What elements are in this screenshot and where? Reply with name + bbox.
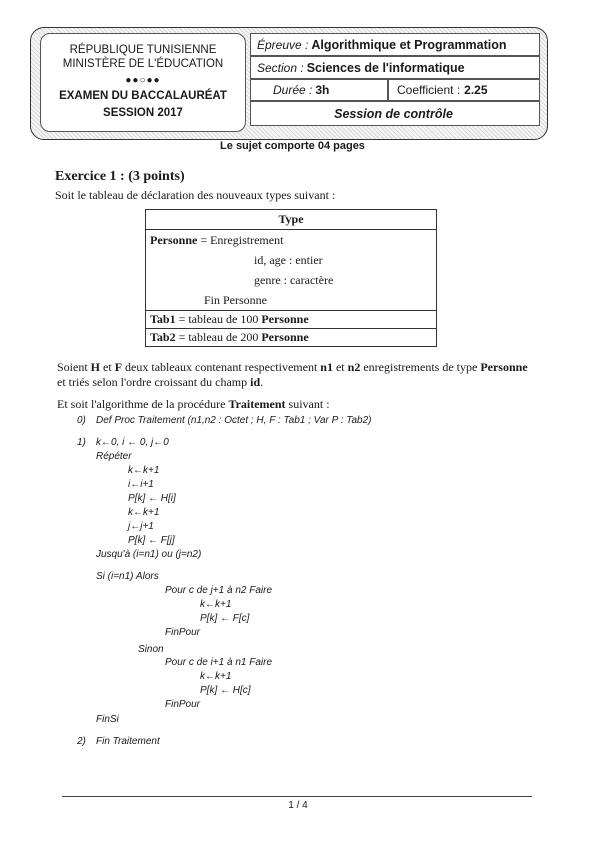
section-label: Section : <box>257 60 304 75</box>
decl-field-genre: genre : caractère <box>254 273 334 287</box>
decl-tab1 <box>146 312 436 327</box>
page-number: 1 / 4 <box>288 800 308 811</box>
section-row <box>250 56 540 79</box>
paragraph-algo-intro: Et soit l'algorithme de la procédure Traitement suivant : <box>57 397 330 411</box>
algo-line: Pour c de j+1 à n2 Faire <box>165 585 273 596</box>
duree-value: 3h <box>315 83 330 97</box>
algo-line: FinPour <box>165 627 201 638</box>
algo-line: k←k+1 <box>128 465 160 476</box>
decl-personne-rest: = Enregistrement <box>197 233 284 247</box>
algo-line: j←j+1 <box>128 521 154 532</box>
algo-line: P[k] ← F[j] <box>128 535 175 546</box>
session-value: Session de contrôle <box>334 106 453 121</box>
epreuve-value: Algorithmique et Programmation <box>311 37 507 52</box>
republic-label: RÉPUBLIQUE TUNISIENNE <box>69 44 217 56</box>
algo-num-0: 0) <box>77 415 86 426</box>
decl-tab2 <box>146 330 436 345</box>
epreuve-row <box>250 33 540 56</box>
epreuve-label: Épreuve : <box>257 37 309 52</box>
tab2-rest: = tableau de 200 <box>175 330 262 344</box>
algo-line: k←k+1 <box>200 671 232 682</box>
algo-line: Répéter <box>96 451 132 462</box>
exam-label: EXAMEN DU BACCALAURÉAT <box>59 90 227 102</box>
decl-field-id-age: id, age : entier <box>254 253 323 267</box>
header-info-box <box>250 33 540 132</box>
paragraph-arrays: Soient H et F deux tableaux contenant respectivement n1 et n2 enregistrements de type Personne <box>57 360 528 374</box>
exercise-intro: Soit le tableau de déclaration des nouveaux types suivant : <box>55 188 336 202</box>
algo-line: Def Proc Traitement (n1,n2 : Octet ; H, F : Tab1 ; Var P : Tab2) <box>96 415 372 426</box>
header-ministry-box <box>40 33 246 132</box>
tab2-type: Personne <box>261 330 309 344</box>
coef-row <box>388 79 540 101</box>
algo-line: k←k+1 <box>128 507 160 518</box>
tab1-type: Personne <box>261 312 309 326</box>
dots-ornament: ●●○●● <box>125 75 161 86</box>
session-year: SESSION 2017 <box>103 107 183 119</box>
tab2-name: Tab2 <box>150 330 176 344</box>
ministry-label: MINISTÈRE DE L'ÉDUCATION <box>62 58 224 70</box>
decl-fin-personne: Fin Personne <box>204 293 267 307</box>
algo-line: Pour c de i+1 à n1 Faire <box>165 657 273 668</box>
algo-line: P[k] ← H[c] <box>200 685 251 696</box>
duree-row <box>250 79 388 101</box>
type-declaration-table <box>145 209 437 347</box>
tab1-rest: = tableau de 100 <box>175 312 262 326</box>
algo-line: Fin Traitement <box>96 736 160 747</box>
duree-label: Durée : <box>273 83 313 97</box>
algo-line: k←0, i ← 0, j←0 <box>96 437 169 448</box>
coef-value: 2.25 <box>464 83 488 97</box>
exercise-title: Exercice 1 : (3 points) <box>55 169 185 184</box>
decl-personne-name: Personne <box>150 233 198 247</box>
algo-line: Si (i=n1) Alors <box>96 571 159 582</box>
decl-personne <box>146 233 436 248</box>
type-header: Type <box>278 212 304 226</box>
algo-line: Sinon <box>138 644 164 655</box>
algo-num-1: 1) <box>77 437 86 448</box>
section-value: Sciences de l'informatique <box>306 60 465 75</box>
algo-line: Jusqu'à (i=n1) ou (j=n2) <box>96 549 202 560</box>
tab1-name: Tab1 <box>150 312 176 326</box>
algo-line: FinSi <box>96 714 119 725</box>
coef-label: Coefficient : <box>397 83 461 97</box>
algo-line: P[k] ← H[i] <box>128 493 176 504</box>
footer-rule <box>62 796 532 797</box>
paragraph-sorted: et triés selon l'ordre croissant du champ id. <box>57 375 264 389</box>
algo-num-2: 2) <box>77 736 86 747</box>
algo-line: i←i+1 <box>128 479 154 490</box>
session-row <box>250 101 540 126</box>
algo-line: k←k+1 <box>200 599 232 610</box>
algo-line: P[k] ← F[c] <box>200 613 250 624</box>
pages-note: Le sujet comporte 04 pages <box>220 140 365 152</box>
algo-line: FinPour <box>165 699 201 710</box>
